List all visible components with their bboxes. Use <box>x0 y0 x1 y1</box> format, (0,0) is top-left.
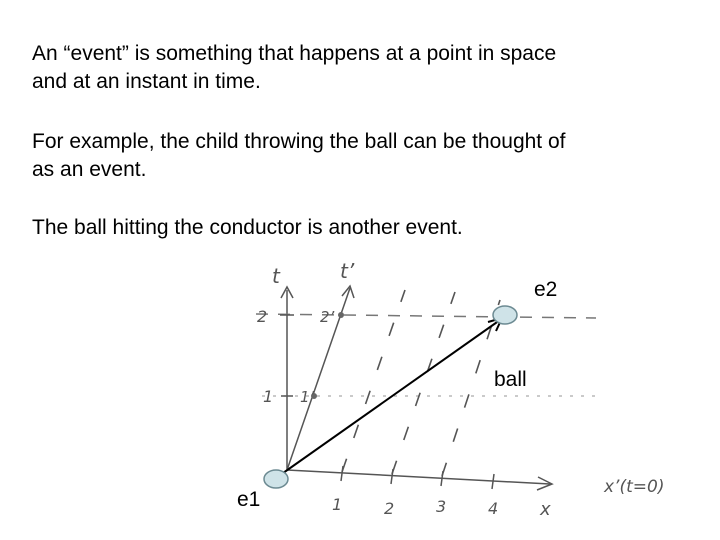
x-tick-3 <box>441 471 443 486</box>
event-e2-marker <box>493 306 517 324</box>
x-tick-label-2: 2 <box>384 499 395 518</box>
event-e1-marker <box>264 470 288 488</box>
x-tick-2 <box>391 469 393 484</box>
x-tick-4 <box>492 474 494 489</box>
t-prime-grid-line <box>342 290 405 472</box>
x-axis-label: x <box>540 499 551 520</box>
t-prime-tick-label-2: 2’ <box>320 308 335 326</box>
t-tick-label-2: 2 <box>257 307 268 326</box>
intro-paragraph: An “event” is something that happens at a point in space and at an instant in time. <box>32 42 557 93</box>
x-tick-label-3: 3 <box>436 497 447 516</box>
t-tick-label-1: 1 <box>263 387 274 406</box>
t-prime-grid-line <box>392 292 455 474</box>
t2-dashed-line <box>256 314 596 318</box>
x-tick-label-1: 1 <box>332 495 343 514</box>
t-axis-label: t <box>272 264 280 288</box>
t-prime-grid-lines <box>342 290 500 476</box>
x-tick-1 <box>341 466 343 481</box>
x-tick-label-4: 4 <box>488 499 499 518</box>
ball-label: ball <box>494 368 527 391</box>
event-e2-label: e2 <box>534 278 558 301</box>
second-event-paragraph: The ball hitting the conductor is another event. <box>32 216 463 239</box>
event-e1-label: e1 <box>237 488 261 511</box>
t-prime-axis-label: t’ <box>340 259 355 283</box>
t-prime-tick-2-dot <box>338 312 344 318</box>
t-prime-tick-label-1: 1’ <box>300 388 315 406</box>
x-prime-axis-label: x’(t=0) <box>604 477 665 497</box>
example-paragraph: For example, the child throwing the ball can be thought of as an event. <box>32 130 566 181</box>
x-axis <box>287 470 550 484</box>
